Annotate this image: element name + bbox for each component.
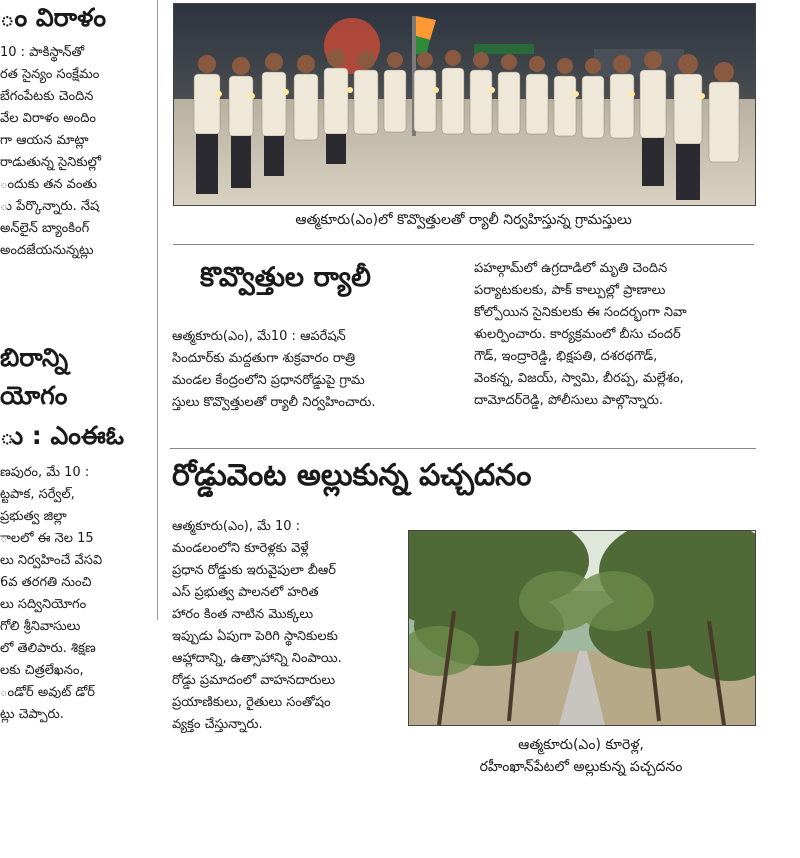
caption-line: ఆత్మకూరు(ఎం) కూరెళ్ల, bbox=[518, 737, 644, 753]
greenery-photo-caption bbox=[408, 734, 754, 778]
text-line: గోలి శ్రీనివాసులు bbox=[0, 619, 81, 634]
rally-body-col2 bbox=[474, 258, 756, 412]
text-line: గా ఆయన మాట్లా bbox=[0, 133, 89, 148]
text-line: ఆత్మకూరు(ఎం), మే 10 : bbox=[172, 519, 301, 534]
rally-photo-caption: ఆత్మకూరు(ఎం)లో కొవ్వొత్తులతో ర్యాలీ నిర్వహిస్తున్న గ్రామస్తులు bbox=[295, 212, 632, 228]
text-line: ప్రయాణికులు, రైతులు సంతోషం bbox=[172, 695, 331, 710]
text-line: లు సద్వినియోగం bbox=[0, 597, 87, 612]
text-line: స్తులు కొవ్వొత్తులతో ర్యాలీ నిర్వహించారు. bbox=[172, 395, 376, 410]
left-headline-mid-1: బిరాన్ని bbox=[0, 343, 69, 372]
text-line: వేల విరాళం అందిం bbox=[0, 111, 97, 126]
text-line: పహల్గామ్‌లో ఉగ్రదాడిలో మృతి చెందిన bbox=[474, 261, 668, 276]
text-line: ట్లు చెప్పారు. bbox=[0, 707, 64, 722]
text-line: లకు చిత్రలేఖనం, bbox=[0, 663, 84, 678]
rally-body-col1 bbox=[172, 326, 464, 414]
text-line: పర్యాటకులకు, పాక్ కాల్పుల్లో ప్రాణాలు bbox=[474, 283, 666, 298]
section-rule bbox=[170, 448, 756, 449]
rally-photo bbox=[173, 3, 756, 206]
text-line: బేగంపేటకు చెందిన bbox=[0, 89, 94, 104]
text-line: అన్‌లైన్ బ్యాంకింగ్ bbox=[0, 221, 90, 236]
rally-photo-illustration bbox=[174, 4, 755, 205]
text-line: ఇప్పుడు ఏపుగా పెరిగి స్థానికులకు bbox=[172, 629, 338, 644]
greenery-photo-illustration bbox=[409, 531, 755, 725]
text-line: సిందూర్‌కు మద్దతుగా శుక్రవారం రాత్రి bbox=[172, 351, 356, 366]
text-line: ప్రధాన రోడ్డుకు ఇరువైపులా బీఆర్ bbox=[172, 563, 336, 578]
column-divider bbox=[157, 0, 158, 620]
text-line: ు పేర్కొన్నారు. నేష bbox=[0, 199, 100, 214]
greenery-photo bbox=[408, 530, 756, 726]
text-line: ండోర్ అవుట్ డోర్ bbox=[0, 685, 96, 700]
greenery-headline: రోడ్డువెంట అల్లుకున్న పచ్చదనం bbox=[172, 458, 532, 493]
text-line: 10 : పాకిస్థాన్‌తో bbox=[0, 45, 85, 60]
text-line: ాలలో ఈ నెల 15 bbox=[0, 531, 94, 546]
text-line: ళులర్పించారు. కార్యక్రమంలో బీసు చందర్ bbox=[474, 327, 681, 342]
caption-rule bbox=[173, 244, 754, 245]
text-line: లో తెలిపారు. శిక్షణ bbox=[0, 641, 96, 656]
greenery-body bbox=[172, 516, 402, 736]
left-headline-mid-2: యోగం bbox=[0, 381, 68, 410]
text-line: వ్యక్తం చేస్తున్నారు. bbox=[172, 717, 263, 732]
text-line: కోల్పోయిన సైనికులకు ఈ సందర్భంగా నివా bbox=[474, 305, 687, 320]
text-line: ట్టపాక, సర్వేల్, bbox=[0, 487, 75, 502]
text-line: వెంకన్న, విజయ్, స్వామి, బీరప్ప, మల్లేశం, bbox=[474, 371, 684, 386]
text-line: ందుకు తన వంతు bbox=[0, 177, 98, 192]
text-line: మండల కేంద్రంలోని ప్రధానరోడ్డుపై గ్రామ bbox=[172, 373, 365, 388]
text-line: ఆహ్లాదాన్ని, ఉత్సాహాన్ని నింపాయి. bbox=[172, 651, 342, 666]
text-line: మండలంలోని కూరెళ్లకు వెళ్లే bbox=[172, 541, 309, 556]
text-line: గౌడ్, ఇంద్రారెడ్డి, భిక్షపతి, దశరథగౌడ్, bbox=[474, 349, 658, 364]
rally-headline: కొవ్వొత్తుల ర్యాలీ bbox=[200, 262, 371, 293]
text-line: దామోదర్‌రెడ్డి, పోలీసులు పాల్గొన్నారు. bbox=[474, 393, 664, 408]
text-line: రత సైన్యం సంక్షేమం bbox=[0, 67, 100, 82]
text-line: ఆత్మకూరు(ఎం), మే10 : ఆపరేషన్ bbox=[172, 329, 346, 344]
left-article-top-body bbox=[0, 42, 152, 262]
text-line: అందజేయనున్నట్లు bbox=[0, 243, 94, 258]
text-line: 6వ తరగతి నుంచి bbox=[0, 575, 92, 590]
text-line: రోడ్డు ప్రమాదంలో వాహనదారులు bbox=[172, 673, 336, 688]
left-headline-mid-3: ు : ఎంఈఓ bbox=[0, 421, 125, 450]
text-line: లు నిర్వహించే వేసవి bbox=[0, 553, 103, 568]
text-line: ణపురం, మే 10 : bbox=[0, 465, 90, 480]
text-line: ఎస్ ప్రభుత్వ పాలనలో హరిత bbox=[172, 585, 319, 600]
left-article-bottom-body bbox=[0, 462, 152, 726]
text-line: ప్రభుత్వ జిల్లా bbox=[0, 509, 67, 524]
text-line: హారం కింత నాటిన మొక్కలు bbox=[172, 607, 314, 622]
text-line: రాడుతున్న సైనికుల్లో bbox=[0, 155, 101, 170]
caption-line: రహీంఖాన్‌పేటలో అల్లుకున్న పచ్చదనం bbox=[479, 759, 683, 775]
left-headline-top: ం విరాళం bbox=[0, 3, 107, 32]
